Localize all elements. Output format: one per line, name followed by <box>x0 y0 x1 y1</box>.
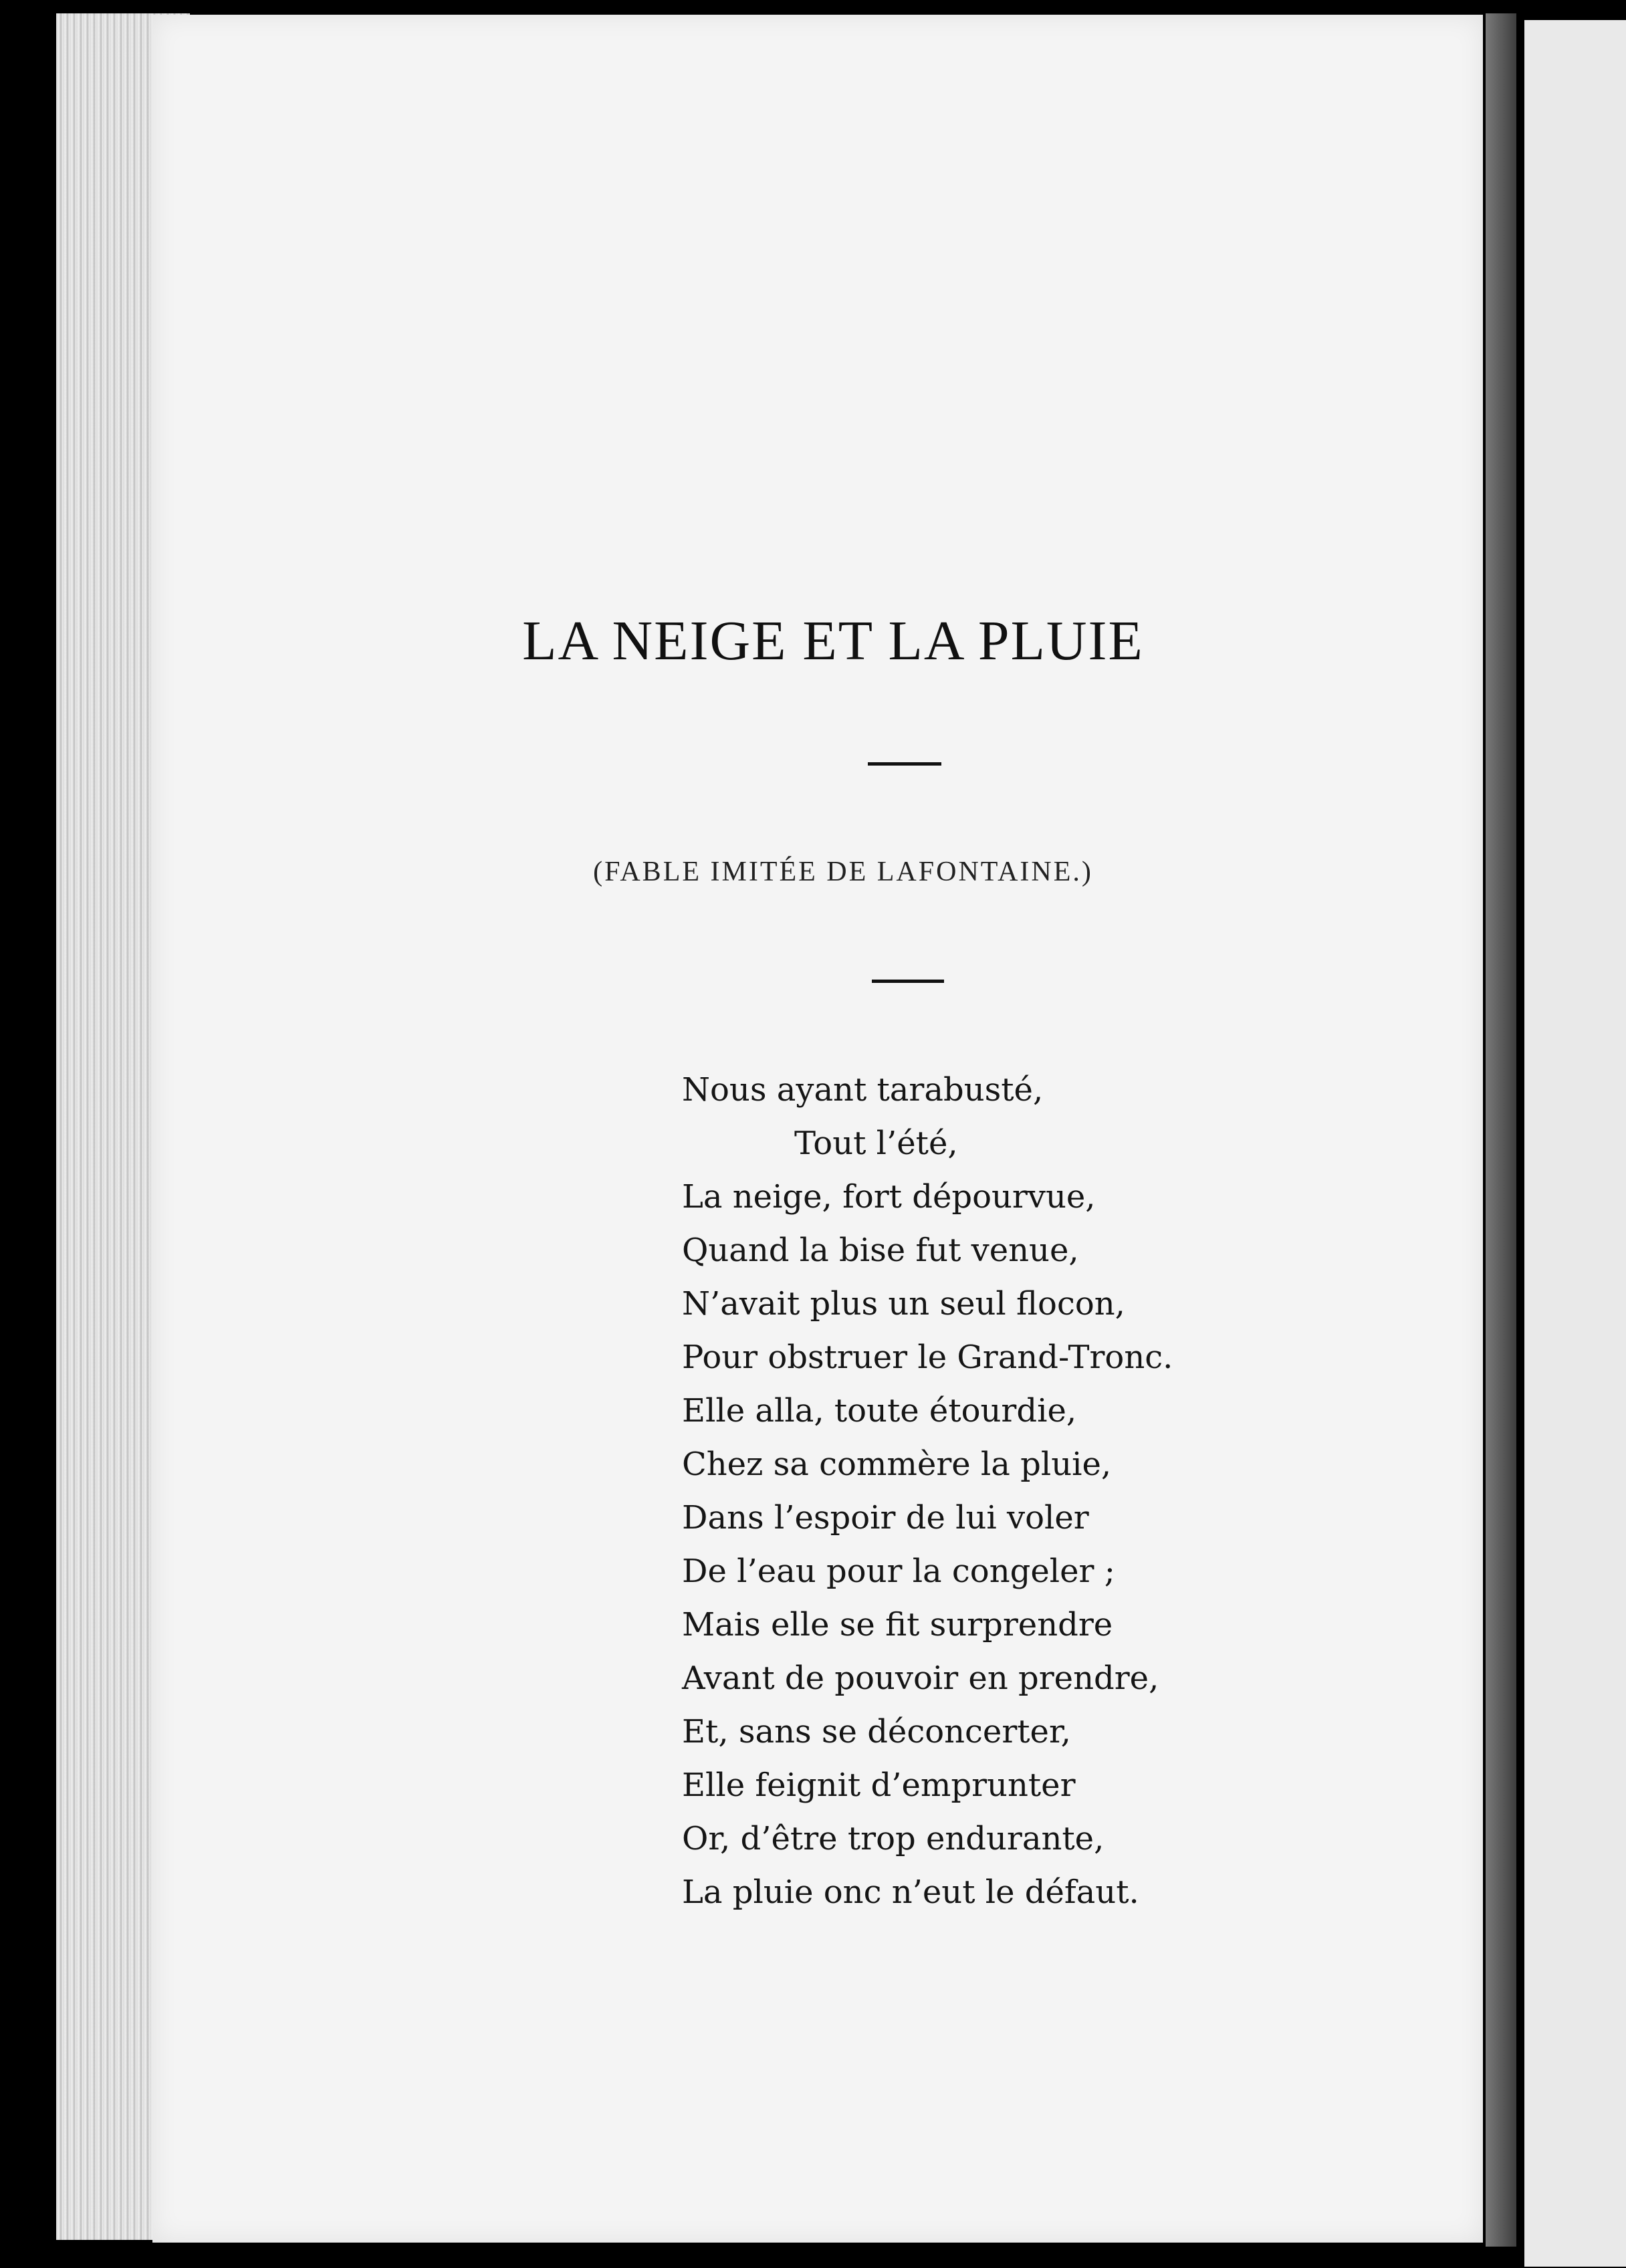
poem-body <box>682 1063 1284 1919</box>
poem-line: De l’eau pour la congeler ; <box>682 1553 1115 1590</box>
poem-line: Dans l’espoir de lui voler <box>682 1499 1089 1537</box>
title-divider <box>868 762 941 766</box>
poem-line: Nous ayant tarabusté, <box>682 1071 1044 1109</box>
poem-line: Avant de pouvoir en prendre, <box>682 1660 1159 1697</box>
poem-title: LA NEIGE ET LA PLUIE <box>522 610 1144 672</box>
poem-line: Pour obstruer le Grand-Tronc. <box>682 1339 1173 1376</box>
poem-line: Or, d’être trop endurante, <box>682 1820 1105 1857</box>
poem-line: La pluie onc n’eut le défaut. <box>682 1874 1139 1911</box>
subtitle-divider <box>872 980 944 983</box>
poem-line: Elle feignit d’emprunter <box>682 1767 1076 1804</box>
poem-line: Quand la bise fut venue, <box>682 1232 1079 1269</box>
poem-line: Tout l’été, <box>794 1125 958 1162</box>
page-gutter-shadow <box>1486 13 1516 2247</box>
poem-line: Mais elle se fit surprendre <box>682 1606 1113 1643</box>
poem-line: Et, sans se déconcerter, <box>682 1713 1071 1750</box>
next-page-edge <box>1524 20 1626 2267</box>
poem-line: Elle alla, toute étourdie, <box>682 1392 1077 1430</box>
poem-subtitle: (FABLE IMITÉE DE LAFONTAINE.) <box>593 857 1093 887</box>
poem-line: Chez sa commère la pluie, <box>682 1446 1112 1483</box>
poem-line: N’avait plus un seul flocon, <box>682 1285 1125 1323</box>
poem-line: La neige, fort dépourvue, <box>682 1178 1096 1216</box>
